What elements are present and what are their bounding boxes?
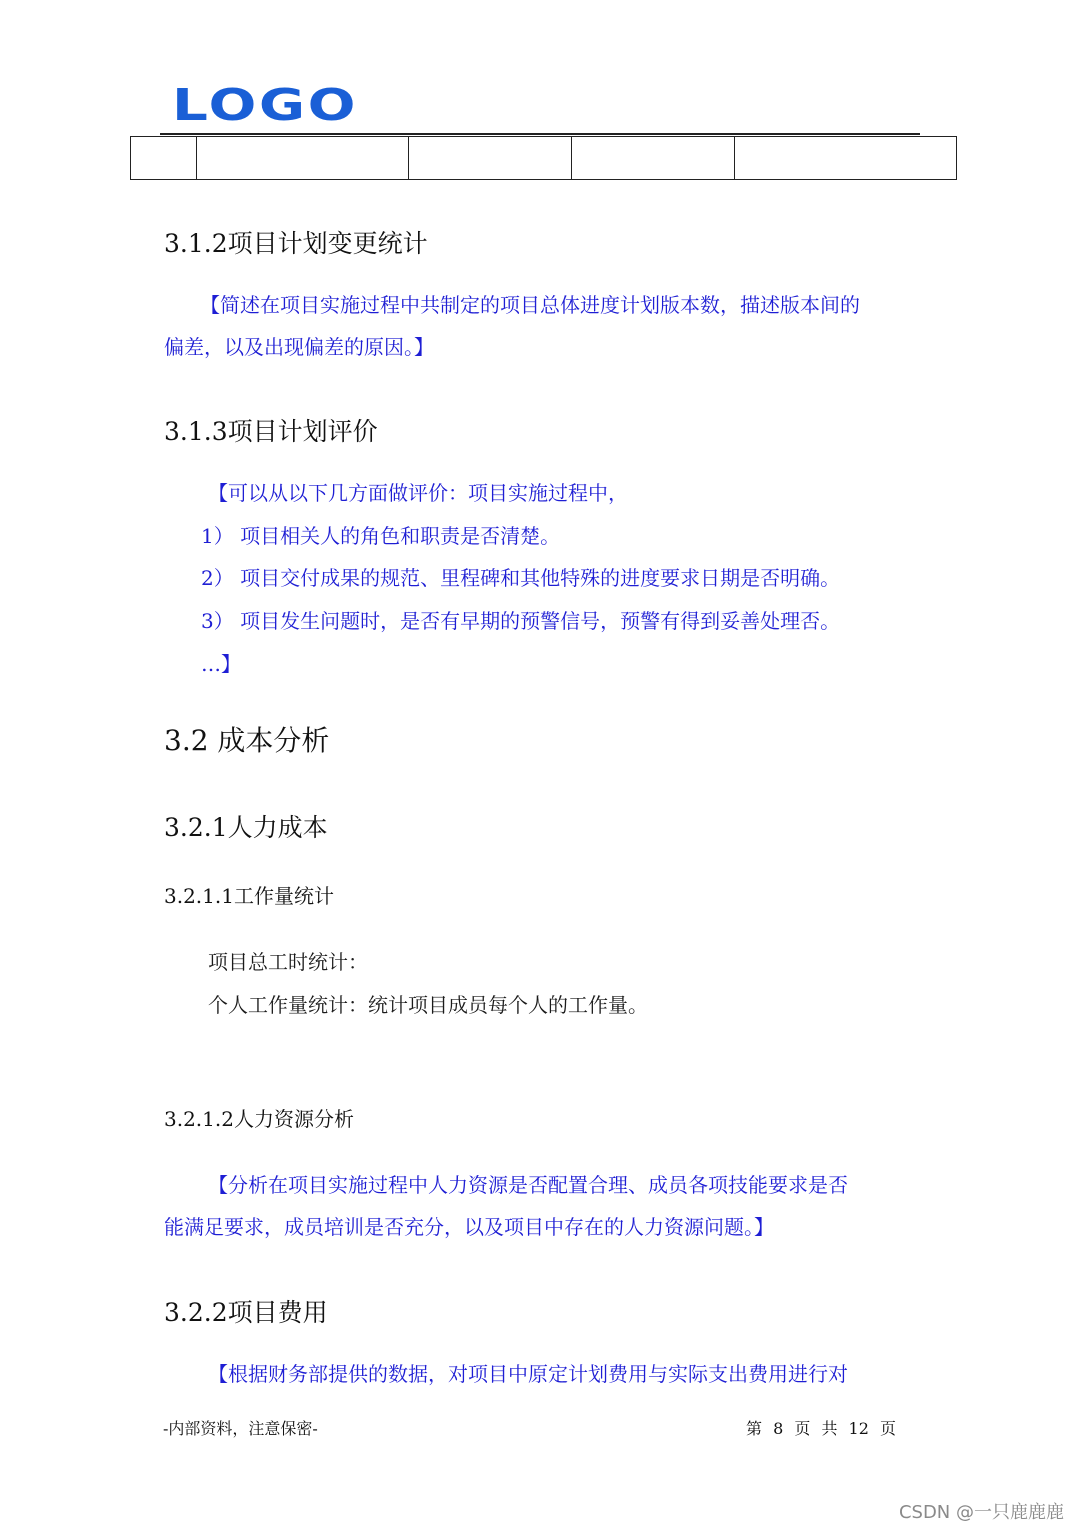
- list-item: 1） 项目相关人的角色和职责是否清楚。: [201, 524, 561, 548]
- section-heading-3-2-2: 3.2.2项目费用: [164, 1298, 328, 1327]
- company-logo: LOGO: [172, 80, 359, 131]
- header-rule: [160, 133, 920, 135]
- header-cell: [735, 137, 957, 180]
- instruction-text: 能满足要求，成员培训是否充分，以及项目中存在的人力资源问题。】: [164, 1215, 774, 1239]
- list-item: 3） 项目发生问题时，是否有早期的预警信号，预警有得到妥善处理否。: [201, 609, 841, 633]
- body-text: 个人工作量统计：统计项目成员每个人的工作量。: [208, 993, 648, 1017]
- section-heading-3-2-1: 3.2.1人力成本: [164, 813, 328, 842]
- instruction-text: 【简述在项目实施过程中共制定的项目总体进度计划版本数，描述版本间的: [200, 293, 860, 317]
- section-heading-3-1-3: 3.1.3项目计划评价: [164, 417, 378, 446]
- header-table: [130, 136, 957, 180]
- body-text: 项目总工时统计：: [208, 950, 368, 974]
- section-heading-3-2-1-2: 3.2.1.2人力资源分析: [164, 1107, 354, 1131]
- section-heading-3-2: 3.2 成本分析: [164, 724, 330, 757]
- header-table-row: [131, 137, 957, 180]
- footer-confidential: -内部资料，注意保密-: [163, 1419, 318, 1438]
- page-number: 第 8 页 共 12 页: [746, 1419, 896, 1438]
- watermark: CSDN @一只鹿鹿鹿: [898, 1502, 1064, 1523]
- instruction-text: …】: [201, 652, 241, 676]
- instruction-text: 偏差，以及出现偏差的原因。】: [164, 335, 434, 359]
- list-item: 2） 项目交付成果的规范、里程碑和其他特殊的进度要求日期是否明确。: [201, 566, 841, 590]
- instruction-text: 【根据财务部提供的数据，对项目中原定计划费用与实际支出费用进行对: [208, 1362, 848, 1386]
- header-cell: [409, 137, 572, 180]
- header-cell: [131, 137, 197, 180]
- section-heading-3-2-1-1: 3.2.1.1工作量统计: [164, 884, 334, 908]
- header-cell: [572, 137, 735, 180]
- instruction-text: 【分析在项目实施过程中人力资源是否配置合理、成员各项技能要求是否: [208, 1173, 848, 1197]
- instruction-text: 【可以从以下几方面做评价：项目实施过程中，: [208, 481, 628, 505]
- section-heading-3-1-2: 3.1.2项目计划变更统计: [164, 229, 428, 258]
- header-cell: [197, 137, 409, 180]
